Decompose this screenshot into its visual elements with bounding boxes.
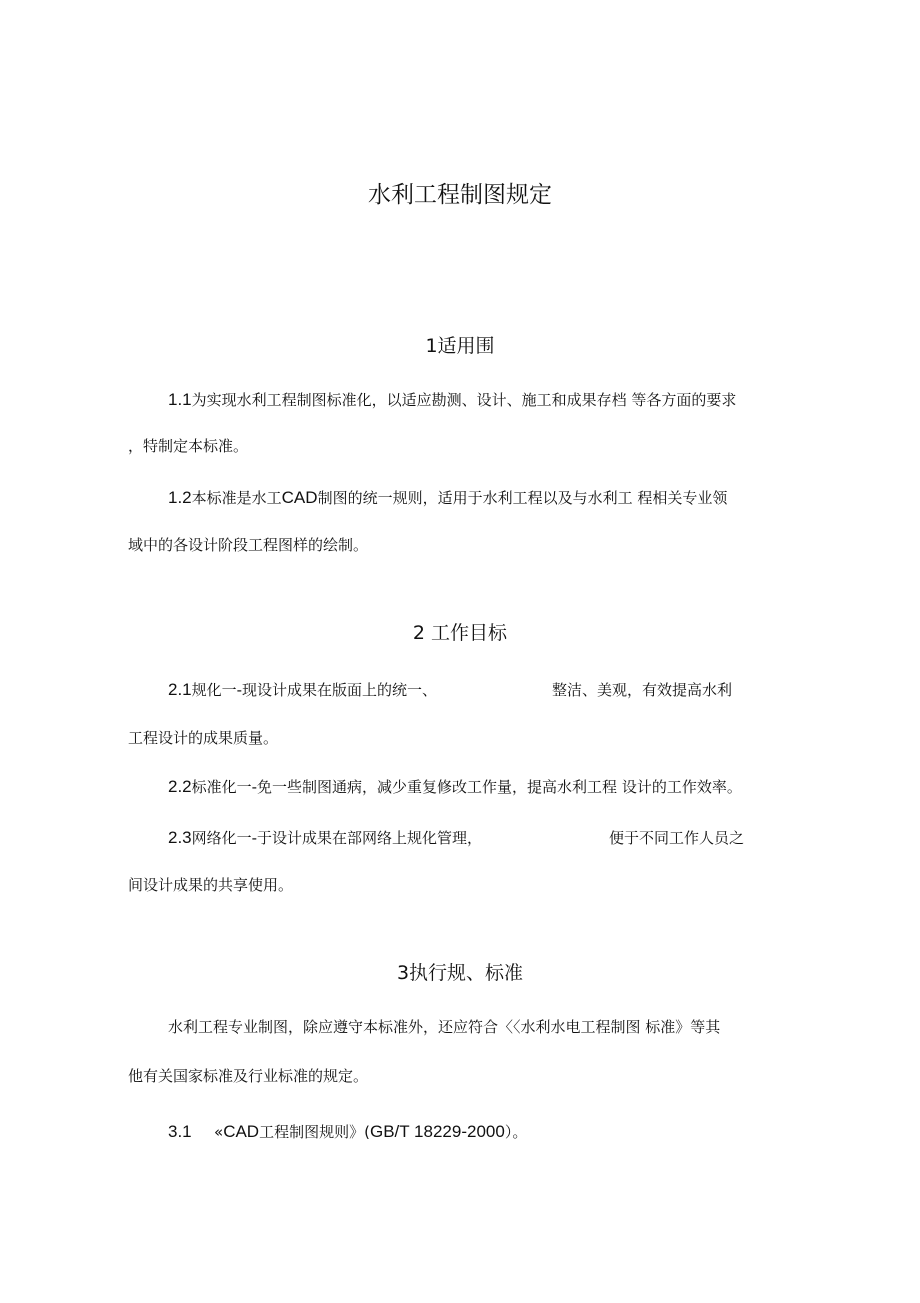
standard-name: 工程制图规则》 <box>259 1123 365 1141</box>
section-3-intro-line-1: 水利工程专业制图，除应遵守本标准外，还应符合〈〈水利水电工程制图 标准》等其 <box>168 1018 721 1036</box>
paragraph-text: 网络化一-于设计成果在部网络上规化管理， <box>191 829 483 847</box>
section-2-heading: 2 工作目标 <box>412 622 508 644</box>
section-1-heading: 1适用围 <box>425 335 495 357</box>
paragraph-2-3-line-2: 间设计成果的共享使用。 <box>128 876 294 894</box>
paren-open: ( <box>364 1123 370 1141</box>
section-3-heading: 3执行规、标准 <box>396 962 524 984</box>
paragraph-number: 2.3 <box>168 828 192 847</box>
paragraph-2-1-line-1a <box>168 681 437 698</box>
item-number: 3.1 <box>168 1122 192 1141</box>
standard-item-3-1 <box>168 1123 527 1140</box>
paragraph-2-3-line-1a <box>168 829 482 846</box>
paragraph-text: 为实现水利工程制图标准化，以适应勘测、设计、施工和成果存档 等各方面的要求 <box>191 391 737 409</box>
paragraph-text: 制图的统一规则，适用于水利工程以及与水利工 程相关专业领 <box>317 489 728 507</box>
paragraph-number: 1.1 <box>168 390 192 409</box>
paragraph-2-1-line-2: 工程设计的成果质量。 <box>128 729 279 747</box>
paragraph-number: 2.2 <box>168 777 192 796</box>
paragraph-1-1-line-2: ，特制定本标准。 <box>128 437 249 455</box>
section-3-intro-line-2: 他有关国家标准及行业标准的规定。 <box>128 1067 369 1085</box>
paragraph-2-2-line-1 <box>168 778 742 795</box>
cad-term: CAD <box>223 1122 260 1141</box>
paragraph-1-1-line-1 <box>168 391 736 408</box>
paragraph-text: 规化一-现设计成果在版面上的统一、 <box>191 681 438 699</box>
paragraph-2-1-line-1b: 整洁、美观，有效提高水利 <box>552 681 733 699</box>
paragraph-text: 本标准是水工 <box>191 489 282 507</box>
paragraph-text: 标准化一-免一些制图通病，减少重复修改工作量，提高水利工程 设计的工作效率。 <box>191 778 742 796</box>
paragraph-1-2-line-1 <box>168 489 727 506</box>
paragraph-1-2-line-2: 域中的各设计阶段工程图样的绘制。 <box>128 536 369 554</box>
closing-punct: ）。 <box>504 1123 528 1141</box>
cad-term: CAD <box>281 488 318 507</box>
paragraph-number: 1.2 <box>168 488 192 507</box>
open-quote: « <box>214 1123 224 1141</box>
paragraph-2-3-line-1b: 便于不同工作人员之 <box>609 829 745 847</box>
paragraph-number: 2.1 <box>168 680 192 699</box>
standard-code: GB/T 18229-2000 <box>369 1122 505 1141</box>
document-title: 水利工程制图规定 <box>368 182 552 208</box>
